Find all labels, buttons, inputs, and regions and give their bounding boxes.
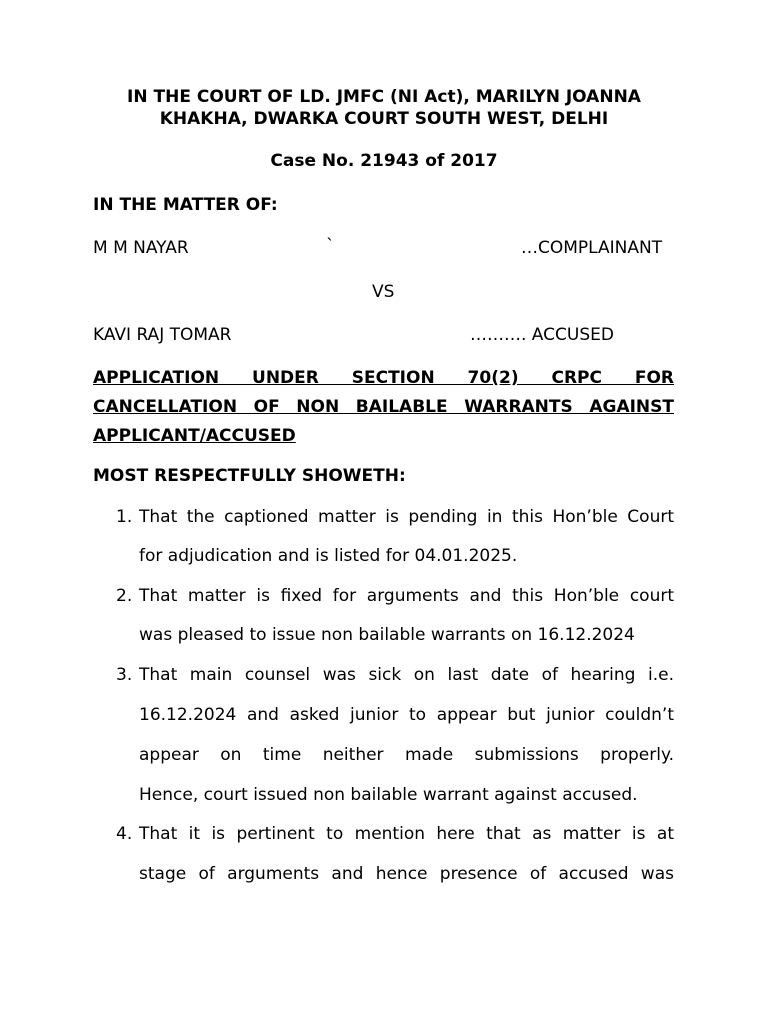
application-title-line-1: APPLICATION UNDER SECTION 70(2) CRPC FOR bbox=[93, 368, 674, 388]
paragraph-number: 4. bbox=[116, 824, 133, 844]
court-title-line-2: KHAKHA, DWARKA COURT SOUTH WEST, DELHI bbox=[159, 109, 609, 129]
paragraph-line: for adjudication and is listed for 04.01.2025. bbox=[139, 546, 518, 566]
showeth-heading: MOST RESPECTFULLY SHOWETH: bbox=[93, 466, 406, 486]
versus-label: VS bbox=[372, 282, 395, 302]
stray-mark: ` bbox=[326, 236, 335, 256]
paragraph-line: That matter is fixed for arguments and this Hon’ble court bbox=[139, 586, 674, 606]
application-title-line-3: APPLICANT/ACCUSED bbox=[93, 426, 296, 446]
matter-heading: IN THE MATTER OF: bbox=[93, 195, 278, 215]
paragraph-number: 3. bbox=[116, 665, 133, 685]
paragraph-line: stage of arguments and hence presence of accused was bbox=[139, 864, 674, 884]
paragraph-line: That it is pertinent to mention here that as matter is at bbox=[139, 824, 674, 844]
court-title-line-1: IN THE COURT OF LD. JMFC (NI Act), MARILYN JOANNA bbox=[127, 87, 641, 107]
paragraph-line: That main counsel was sick on last date of hearing i.e. bbox=[139, 665, 674, 685]
paragraph-line: Hence, court issued non bailable warrant against accused. bbox=[139, 785, 638, 805]
complainant-name: M M NAYAR bbox=[93, 238, 189, 258]
case-number: Case No. 21943 of 2017 bbox=[270, 151, 498, 171]
application-title-line-2: CANCELLATION OF NON BAILABLE WARRANTS AGAINST bbox=[93, 397, 674, 417]
paragraph-line: appear on time neither made submissions properly. bbox=[139, 745, 674, 765]
paragraph-number: 1. bbox=[116, 507, 133, 527]
accused-role: ………. ACCUSED bbox=[470, 325, 614, 345]
paragraph-line: That the captioned matter is pending in this Hon’ble Court bbox=[139, 507, 674, 527]
accused-name: KAVI RAJ TOMAR bbox=[93, 325, 232, 345]
paragraph-line: 16.12.2024 and asked junior to appear but junior couldn’t bbox=[139, 705, 674, 725]
complainant-role: …COMPLAINANT bbox=[521, 238, 663, 258]
paragraph-number: 2. bbox=[116, 586, 133, 606]
paragraph-line: was pleased to issue non bailable warrants on 16.12.2024 bbox=[139, 625, 635, 645]
